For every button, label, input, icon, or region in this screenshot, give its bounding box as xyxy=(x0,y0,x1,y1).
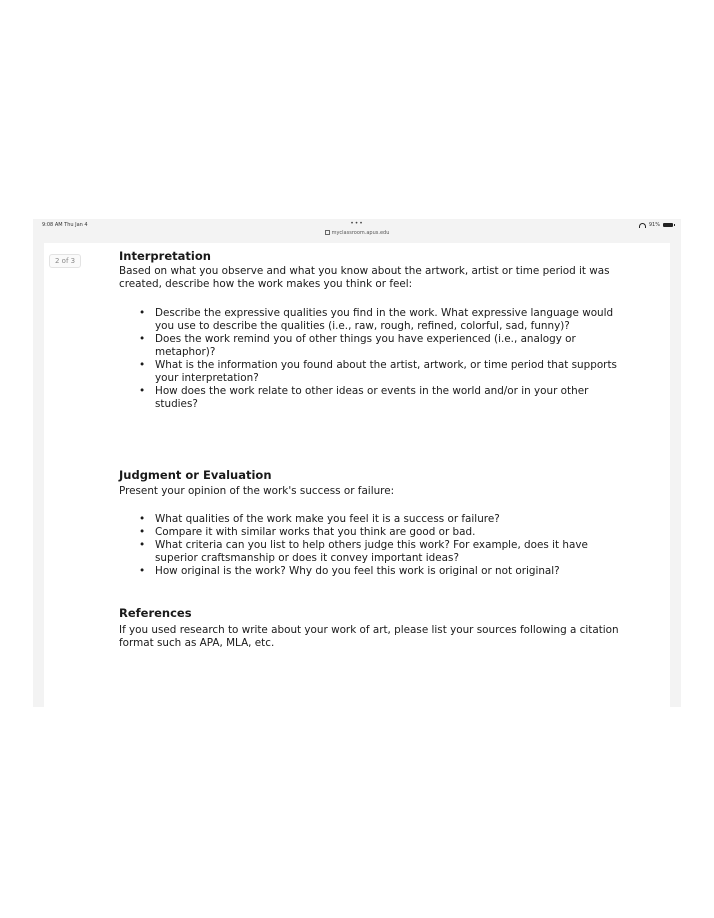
list-item: • Does the work remind you of other things you have experienced (i.e., analogy or metaphor)? xyxy=(119,333,629,359)
list-item: • What is the information you found about the artist, artwork, or time period that supports your interpretation? xyxy=(119,359,629,385)
status-right xyxy=(639,222,673,228)
list-item: • Compare it with similar works that you think are good or bad. xyxy=(119,526,629,539)
lock-icon xyxy=(325,230,330,235)
list-item: • Describe the expressive qualities you find in the work. What expressive language would you use to describe the qualities (i.e., raw, rough, refined, colorful, sad, funny)? xyxy=(119,307,629,333)
interpretation-heading: Interpretation xyxy=(119,249,211,263)
more-dots-icon[interactable]: ••• xyxy=(350,220,364,227)
page-indicator: 2 of 3 xyxy=(49,254,81,268)
judgment-list xyxy=(119,513,629,578)
url-bar[interactable] xyxy=(33,230,681,236)
list-item: • How original is the work? Why do you feel this work is original or not original? xyxy=(119,565,629,578)
judgment-intro: Present your opinion of the work's success or failure: xyxy=(119,485,395,497)
list-item: • What criteria can you list to help others judge this work? For example, does it have superior craftsmanship or does it convey important ideas? xyxy=(119,539,629,565)
status-bar xyxy=(33,219,681,241)
list-item: • How does the work relate to other ideas or events in the world and/or in your other studies? xyxy=(119,385,629,411)
list-item: • What qualities of the work make you feel it is a success or failure? xyxy=(119,513,629,526)
url-text: myclassroom.apus.edu xyxy=(331,230,390,236)
references-text: If you used research to write about your work of art, please list your sources following a citation format such as APA, MLA, etc. xyxy=(119,624,619,649)
references-heading: References xyxy=(119,606,192,620)
battery-icon xyxy=(663,223,673,227)
wifi-icon xyxy=(639,223,646,228)
status-time: 9:08 AM Thu Jan 4 xyxy=(42,222,88,228)
interpretation-list xyxy=(119,307,629,411)
tablet-screen xyxy=(33,219,681,707)
battery-percent: 91% xyxy=(648,222,660,228)
judgment-heading: Judgment or Evaluation xyxy=(119,468,272,482)
interpretation-intro: Based on what you observe and what you know about the artwork, artist or time period it was created, describe how the work makes you think or feel: xyxy=(119,265,610,290)
document-page xyxy=(44,243,670,707)
